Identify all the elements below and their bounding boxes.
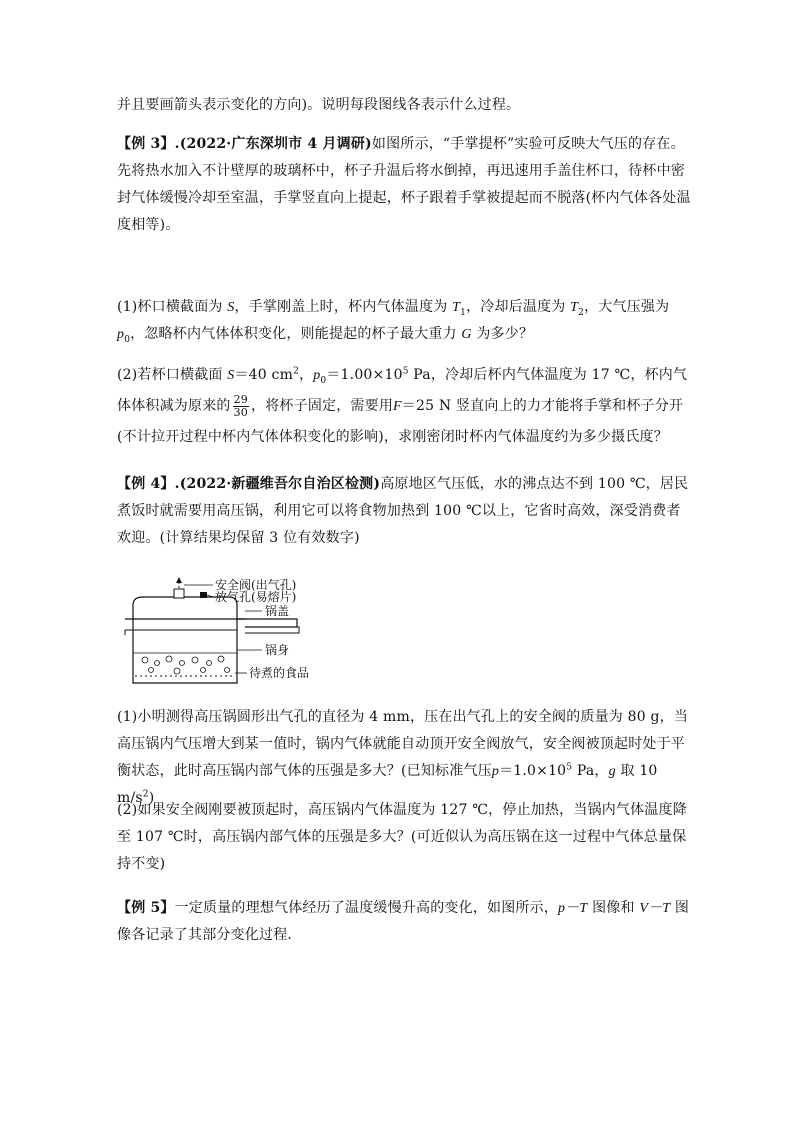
q2-text-g: ＝25 N 竖直向上的力才能将手掌和杯子分开(不计拉开过程中杯内气体体积变化的影响)，求刚密闭时杯内气体温度约为多少摄氏度？ xyxy=(117,398,684,445)
var-VT: V－T xyxy=(639,901,671,916)
sup-2: 2 xyxy=(142,789,149,800)
example-3 xyxy=(117,131,691,239)
label-body: 锅身 xyxy=(265,643,290,657)
q1-text-b: ，手掌刚盖上时，杯内气体温度为 xyxy=(234,299,453,315)
label-vent: 放气孔(易熔片) xyxy=(215,590,297,604)
label-safety-valve: 安全阀(出气孔) xyxy=(215,578,297,592)
q2-text: (2)如果安全阀刚要被顶起时，高压锅内气体温度为 127 ℃，停止加热，当锅内气体温度降至 107 ℃时，高压锅内部气体的压强是多大？(可近似认为高压锅在这一过程中气体总量保持不变) xyxy=(117,802,687,872)
q2-text-f: ，将杯子固定，需要用 xyxy=(251,398,394,414)
example-3-tag: 【例 3】. xyxy=(117,136,180,152)
q1-text-a: (1)杯口横截面为 xyxy=(117,299,228,315)
sup-5: 5 xyxy=(566,762,573,773)
sup-2: 2 xyxy=(293,366,300,377)
fraction xyxy=(233,394,249,419)
example-4-question-2 xyxy=(117,797,691,878)
example-3-text: 如图所示，“手掌提杯”实验可反映大气压的存在。先将热水加入不计壁厚的玻璃杯中，杯子升温后将水倒掉，再迅速用手盖住杯口，待杯中密封气体缓慢冷却至室温，手掌竖直向上提起，杯子跟着手掌被提起而不脱落(杯内气体各处温度相等)。 xyxy=(117,136,691,233)
q2-text-a: (2)若杯口横截面 xyxy=(117,367,228,383)
q2-text-b: ＝40 cm xyxy=(234,367,294,383)
q1-text-d: 取 10 m/s xyxy=(117,763,658,806)
var-p0: p xyxy=(313,368,321,383)
example-5-text-b: 图像和 xyxy=(587,900,640,916)
label-food: 待煮的食品 xyxy=(249,666,310,680)
example-5 xyxy=(117,895,691,949)
q1-text-b: ＝1.0×10 xyxy=(499,763,567,779)
q1-text-e: ，忽略杯内气体体积变化，则能提起的杯子最大重力 xyxy=(130,326,462,342)
sub-1: 1 xyxy=(460,307,467,318)
intro-line xyxy=(117,92,691,119)
var-G: G xyxy=(461,327,472,342)
example-3-question-2 xyxy=(117,360,691,452)
sup-5: 5 xyxy=(402,366,409,377)
example-4-text: 高原地区气压低，水的沸点达不到 100 ℃，居民煮饭时就需要用高压锅，利用它可以将食物加热到 100 ℃以上，它省时高效，深受消费者欢迎。(计算结果均保留 3 位有效数字) xyxy=(117,476,689,546)
label-lid: 锅盖 xyxy=(265,604,290,618)
var-p: p xyxy=(491,764,500,779)
var-g: g xyxy=(608,764,616,779)
example-3-source: (2022·广东深圳市 4 月调研) xyxy=(179,136,372,152)
example-4-source: (2022·新疆维吾尔自治区检测) xyxy=(179,476,381,492)
q2-text-d: ＝1.00×10 xyxy=(326,367,403,383)
pressure-cooker-diagram xyxy=(117,575,337,685)
example-3-question-1 xyxy=(117,294,691,348)
q2-text-e: Pa，冷却后杯内气体温度为 17 ℃，杯内气体体积减为原来的 xyxy=(117,367,688,414)
var-T2: T xyxy=(570,300,579,315)
fraction-denominator: 30 xyxy=(233,405,249,419)
var-S: S xyxy=(227,300,235,315)
example-5-tag: 【例 5】 xyxy=(117,900,175,916)
sub-0: 0 xyxy=(320,375,327,386)
intro-text: 并且要画箭头表示变化的方向)。说明每段图线各表示什么过程。 xyxy=(117,97,521,113)
var-p0: p xyxy=(117,327,125,342)
q1-text-c: Pa， xyxy=(572,763,609,779)
example-4-tag: 【例 4】. xyxy=(117,476,180,492)
example-4 xyxy=(117,471,691,552)
sub-0: 0 xyxy=(124,334,131,345)
pressure-cooker-figure xyxy=(117,575,337,685)
sub-2: 2 xyxy=(578,307,585,318)
q1-text-d: ，大气压强为 xyxy=(584,299,670,315)
example-5-text-a: 一定质量的理想气体经历了温度缓慢升高的变化，如图所示， xyxy=(174,900,559,916)
q1-text-c: ，冷却后温度为 xyxy=(466,299,571,315)
example-4-question-1 xyxy=(117,704,691,812)
var-F: F xyxy=(393,399,402,414)
q2-text-c: ， xyxy=(299,367,314,383)
fraction-numerator: 29 xyxy=(233,392,249,406)
q1-text-a: (1)小明测得高压锅圆形出气孔的直径为 4 mm，压在出气孔上的安全阀的质量为 80 g，当高压锅内气压增大到某一值时，锅内气体就能自动顶开安全阀放气，安全阀被顶起时处于平衡状态，此时高压锅内部气体的压强是多大？(已知标准气压 xyxy=(117,709,689,779)
q1-text-e: ) xyxy=(148,790,155,806)
var-T1: T xyxy=(452,300,461,315)
var-S: S xyxy=(227,368,235,383)
example-5-text-c: 图像各记录了其部分变化过程． xyxy=(117,900,690,943)
q1-text-f: 为多少？ xyxy=(471,326,534,342)
var-pT: p－T xyxy=(558,901,588,916)
